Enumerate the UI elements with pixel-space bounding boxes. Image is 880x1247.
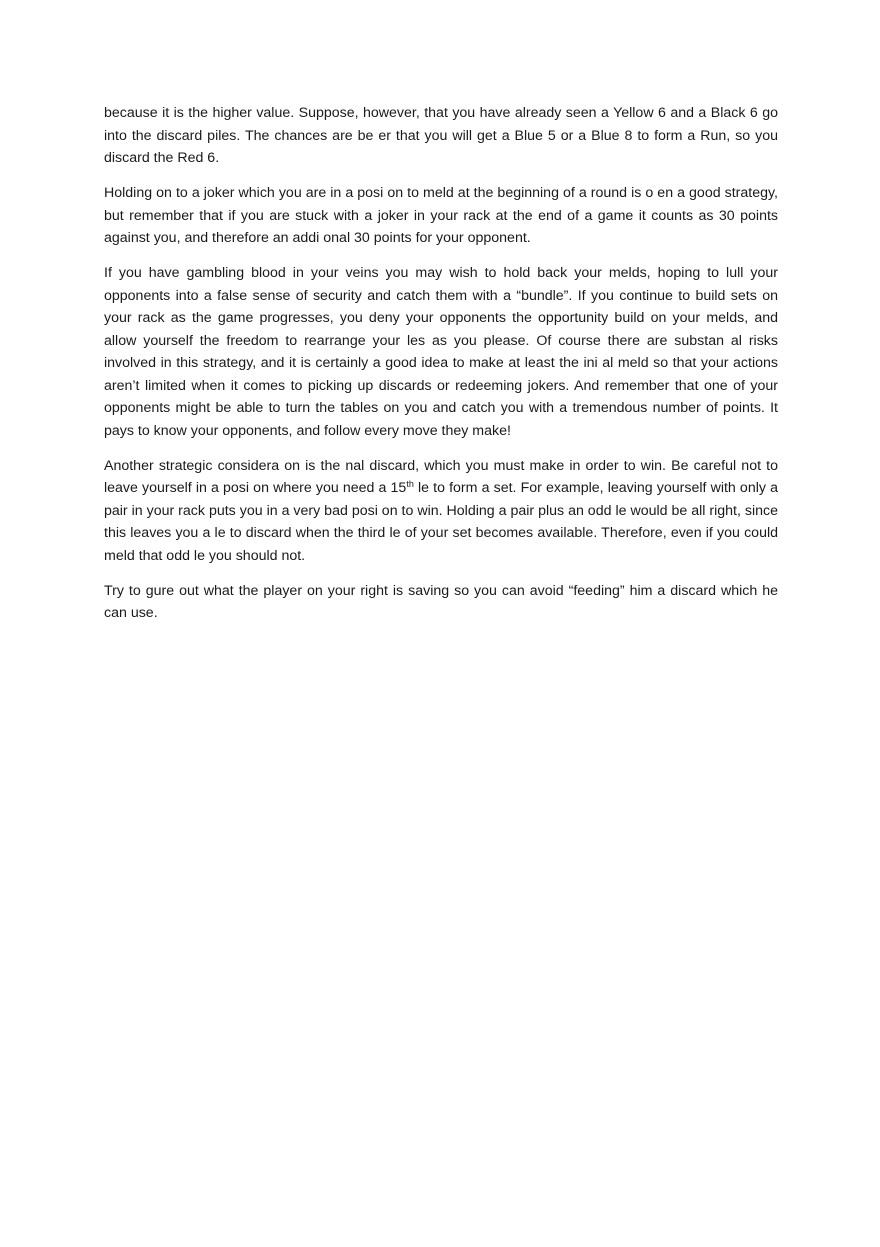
ordinal-superscript: th [406,479,414,490]
paragraph-4-text-before: Another strategic considera on is the nal discard, which you must make in order to win. Be careful not to leave yourself in a posi on where you need a 15 [104,457,778,496]
paragraph-3: If you have gambling blood in your veins you may wish to hold back your melds, hoping to lull your opponents into a false sense of security and catch them with a “bundle”. If you continue to build sets on your rack as the game progresses, you deny your opponents the opportunity build on your melds, and allow yourself the freedom to rearrange your les as you please. Of course there are substan al risks involved in this strategy, and it is certainly a good idea to make at least the ini al meld so that your actions aren’t limited when it comes to picking up discards or redeeming jokers. And remember that one of your opponents might be able to turn the tables on you and catch you with a tremendous number of points. It pays to know your opponents, and follow every move they make! [104,265,778,439]
paragraph-5: Try to gure out what the player on your right is saving so you can avoid “feeding” him a discard which he can use. [104,582,778,621]
paragraph-2: Holding on to a joker which you are in a posi on to meld at the beginning of a round is o en a good strategy, but remember that if you are stuck with a joker in your rack at the end of a game it counts as 30 points against you, and therefore an addi onal 30 points for your opponent. [104,185,778,246]
paragraph-4 [104,455,778,568]
paragraph-1: because it is the higher value. Suppose, however, that you have already seen a Yellow 6 and a Black 6 go into the discard piles. The chances are be er that you will get a Blue 5 or a Blue 8 to form a Run, so you discard the Red 6. [104,105,778,166]
body-text [104,102,778,637]
paragraph-4-text-after: le to form a set. For example, leaving yourself with only a pair in your rack puts you in a very bad posi on to win. Holding a pair plus an odd le would be all right, since this leaves you a le to discard when the third le of your set becomes available. Therefore, even if you could meld that odd le you should not. [104,480,778,564]
